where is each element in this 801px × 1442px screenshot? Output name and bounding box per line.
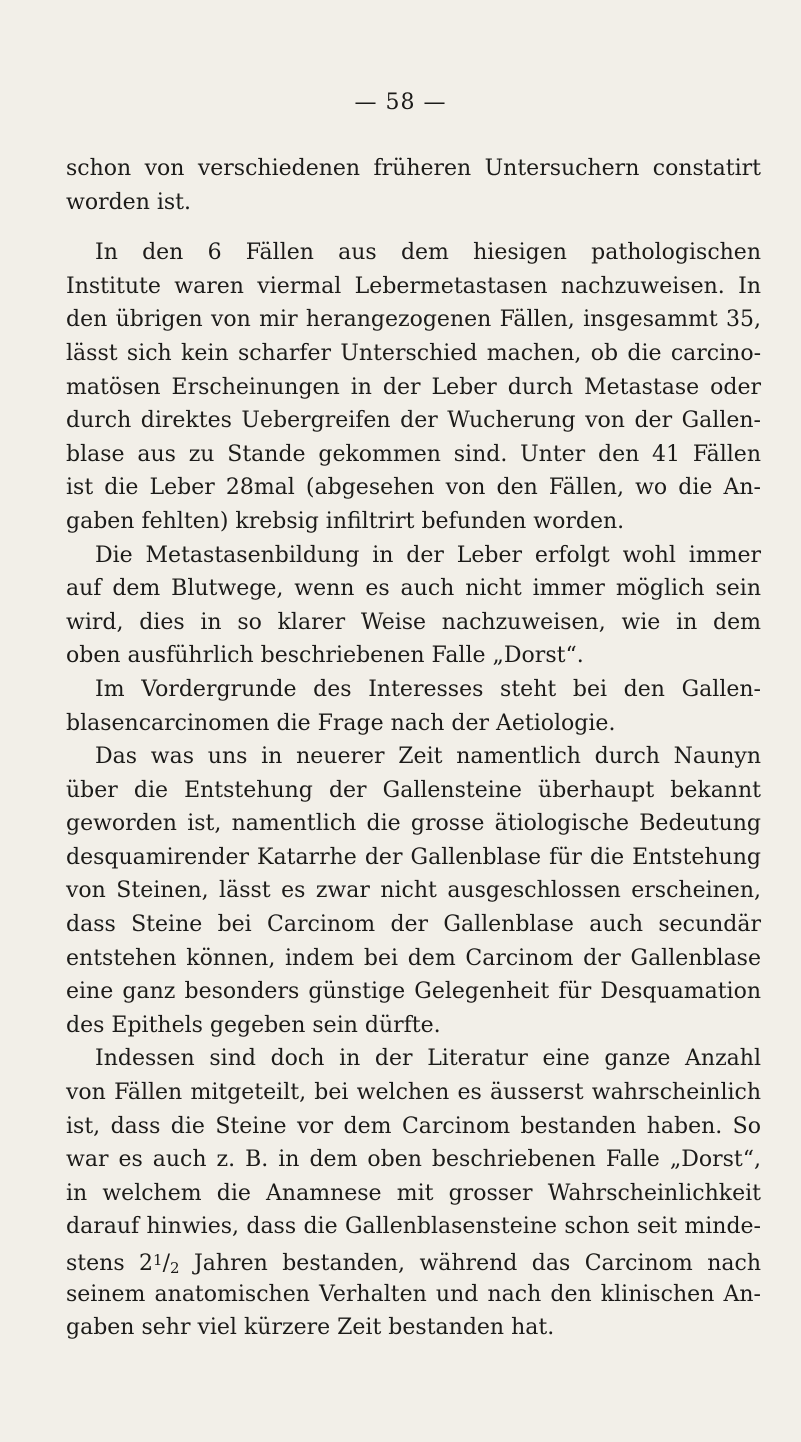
- text-line: matösen Erscheinungen in der Leber durch Metastase oder: [66, 374, 761, 400]
- text-line: entstehen können, indem bei dem Carcinom der Gallenblase: [66, 945, 761, 971]
- text-line: ist die Leber 28mal (abgesehen von den Fällen, wo die An-: [66, 475, 761, 501]
- page-number: — 58 —: [354, 90, 447, 115]
- text-line-with-fraction: [66, 1244, 761, 1278]
- fraction-numerator: 1: [153, 1251, 163, 1269]
- text-line: eine ganz besonders günstige Gelegenheit für Desquamation: [66, 979, 761, 1005]
- text-line: Die Metastasenbildung in der Leber erfolgt wohl immer: [95, 542, 761, 568]
- text-line: gaben sehr viel kürzere Zeit bestanden hat.: [66, 1315, 555, 1341]
- text-line: seinem anatomischen Verhalten und nach den klinischen An-: [66, 1281, 761, 1307]
- text-line: Im Vordergrunde des Interesses steht bei den Gallen-: [95, 676, 761, 702]
- text-line: über die Entstehung der Gallensteine überhaupt bekannt: [66, 777, 761, 803]
- text-line: oben ausführlich beschriebenen Falle „Dorst“.: [66, 643, 584, 669]
- text-line: war es auch z. B. in dem oben beschriebenen Falle „Dorst“,: [66, 1147, 761, 1173]
- text-line: worden ist.: [66, 189, 192, 215]
- text-line: lässt sich kein scharfer Unterschied machen, ob die carcino-: [66, 340, 761, 366]
- text-line: wird, dies in so klarer Weise nachzuweisen, wie in dem: [66, 609, 761, 635]
- text-line: von Steinen, lässt es zwar nicht ausgeschlossen erscheinen,: [66, 878, 761, 904]
- text-line: gaben fehlten) krebsig infiltrirt befunden worden.: [66, 508, 625, 534]
- text-line: den übrigen von mir herangezogenen Fällen, insgesammt 35,: [66, 307, 761, 333]
- text-line: dass Steine bei Carcinom der Gallenblase auch secundär: [66, 912, 761, 938]
- body-text: [66, 152, 761, 1345]
- text-line: in welchem die Anamnese mit grosser Wahrscheinlichkeit: [66, 1180, 761, 1206]
- text-line: darauf hinwies, dass die Gallenblasensteine schon seit minde-: [66, 1214, 761, 1240]
- text-line: blasencarcinomen die Frage nach der Aetiologie.: [66, 710, 616, 736]
- fraction-slash: /: [162, 1251, 171, 1276]
- fraction-line-before: stens 2: [66, 1251, 154, 1276]
- text-line: blase aus zu Stande gekommen sind. Unter den 41 Fällen: [66, 441, 761, 467]
- text-line: von Fällen mitgeteilt, bei welchen es äusserst wahrscheinlich: [66, 1080, 761, 1106]
- fraction-denominator: 2: [170, 1259, 180, 1277]
- text-line: Das was uns in neuerer Zeit namentlich durch Naunyn: [95, 744, 761, 770]
- text-line: In den 6 Fällen aus dem hiesigen pathologischen: [95, 240, 761, 266]
- text-line: Indessen sind doch in der Literatur eine ganze Anzahl: [95, 1046, 761, 1072]
- text-line: des Epithels gegeben sein dürfte.: [66, 1012, 441, 1038]
- text-line: geworden ist, namentlich die grosse ätiologische Bedeutung: [66, 811, 761, 837]
- text-line: auf dem Blutwege, wenn es auch nicht immer möglich sein: [66, 576, 761, 602]
- text-line: durch direktes Uebergreifen der Wucherung von der Gallen-: [66, 408, 761, 434]
- text-line: schon von verschiedenen früheren Untersuchern constatirt: [66, 156, 761, 181]
- fraction-line-after: Jahren bestanden, während das Carcinom nach: [179, 1251, 761, 1276]
- text-line: ist, dass die Steine vor dem Carcinom bestanden haben. So: [66, 1113, 761, 1139]
- text-line: Institute waren viermal Lebermetastasen nachzuweisen. In: [66, 273, 761, 299]
- text-line: desquamirender Katarrhe der Gallenblase für die Entstehung: [66, 844, 761, 870]
